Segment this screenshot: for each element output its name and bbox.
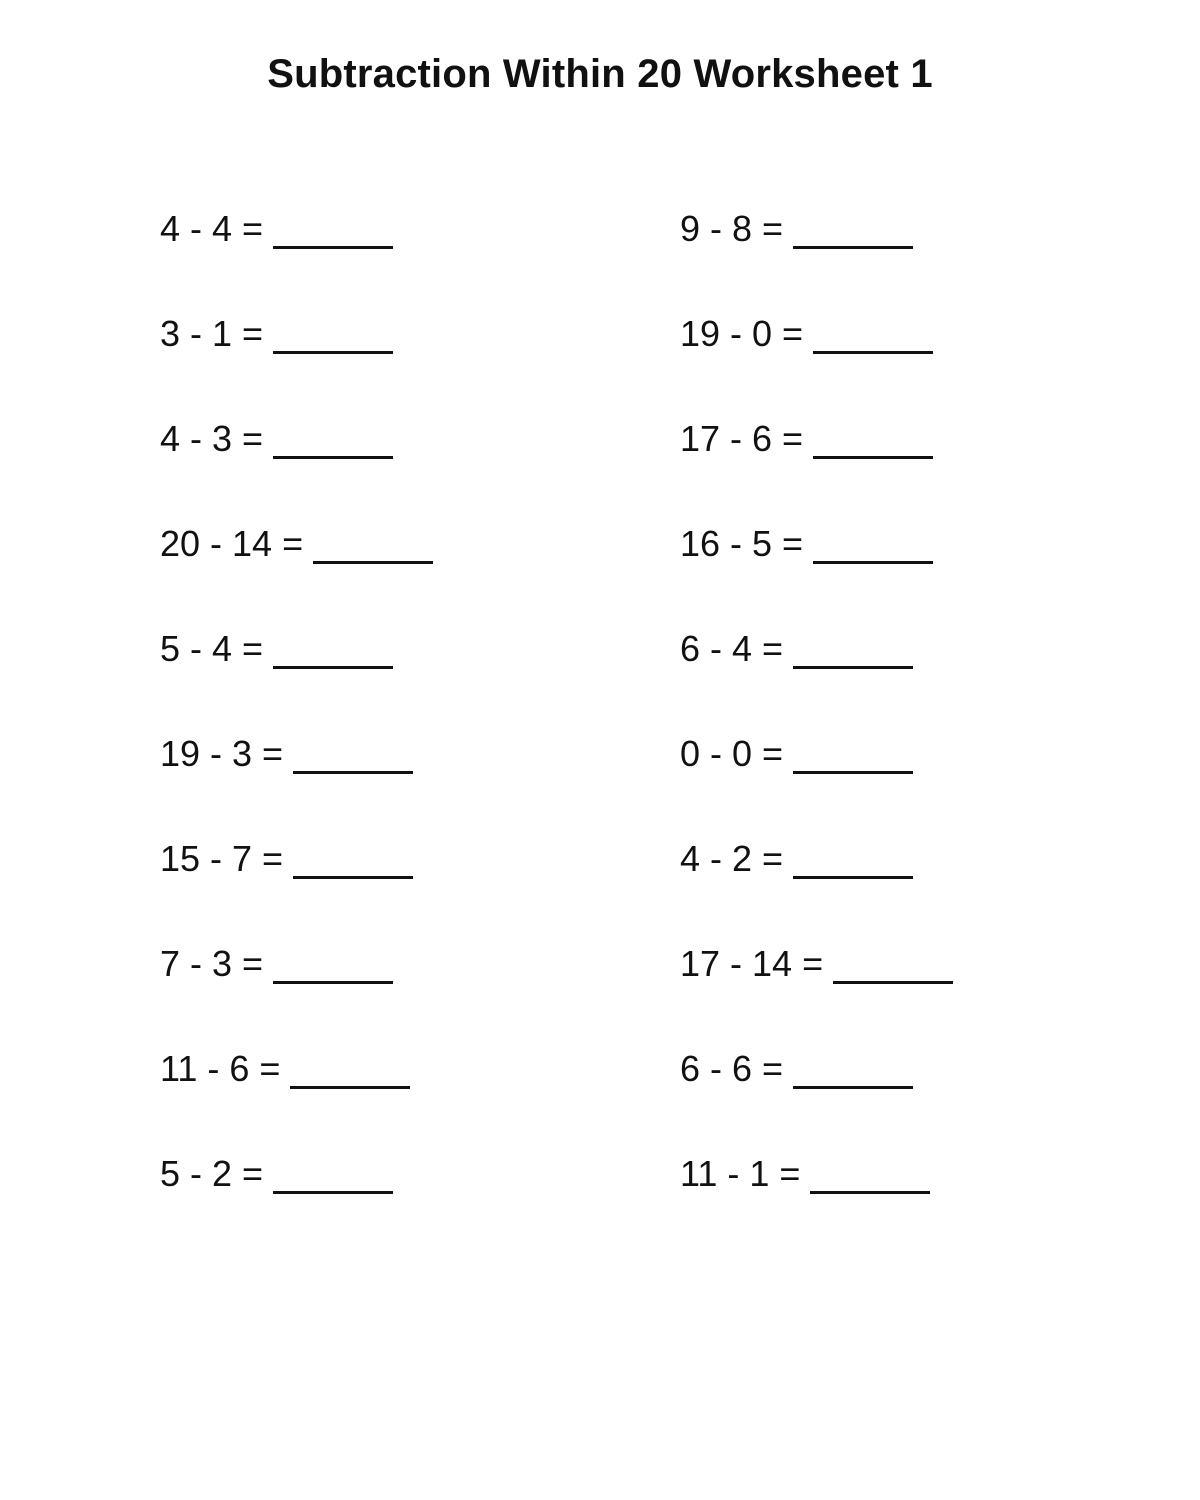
problem-item xyxy=(160,206,393,251)
problem-row xyxy=(0,725,1200,830)
problem-row xyxy=(0,935,1200,1040)
problem-item xyxy=(680,311,933,356)
problem-item xyxy=(680,416,933,461)
answer-blank[interactable] xyxy=(273,1151,393,1194)
problem-item xyxy=(160,836,413,881)
problem-row xyxy=(0,830,1200,935)
problem-expression: 11 - 6 = xyxy=(160,1048,281,1089)
answer-blank[interactable] xyxy=(273,311,393,354)
problem-expression: 7 - 3 = xyxy=(160,943,264,984)
problem-item xyxy=(680,521,933,566)
problem-expression: 11 - 1 = xyxy=(680,1153,801,1194)
problem-expression: 4 - 2 = xyxy=(680,838,784,879)
answer-blank[interactable] xyxy=(793,836,913,879)
problem-expression: 6 - 4 = xyxy=(680,628,784,669)
problem-item xyxy=(160,416,393,461)
problem-expression: 17 - 6 = xyxy=(680,418,804,459)
answer-blank[interactable] xyxy=(273,206,393,249)
problem-row xyxy=(0,620,1200,725)
problem-expression: 5 - 2 = xyxy=(160,1153,264,1194)
answer-blank[interactable] xyxy=(273,941,393,984)
problem-expression: 16 - 5 = xyxy=(680,523,804,564)
problem-item xyxy=(160,731,413,776)
problem-expression: 6 - 6 = xyxy=(680,1048,784,1089)
problem-grid xyxy=(0,200,1200,1250)
answer-blank[interactable] xyxy=(833,941,953,984)
answer-blank[interactable] xyxy=(813,311,933,354)
problem-expression: 15 - 7 = xyxy=(160,838,284,879)
problem-item xyxy=(160,1151,393,1196)
problem-expression: 17 - 14 = xyxy=(680,943,824,984)
problem-expression: 19 - 3 = xyxy=(160,733,284,774)
problem-expression: 5 - 4 = xyxy=(160,628,264,669)
problem-item xyxy=(680,731,913,776)
answer-blank[interactable] xyxy=(793,1046,913,1089)
problem-item xyxy=(160,521,433,566)
answer-blank[interactable] xyxy=(273,626,393,669)
problem-item xyxy=(160,626,393,671)
problem-row xyxy=(0,305,1200,410)
answer-blank[interactable] xyxy=(793,626,913,669)
answer-blank[interactable] xyxy=(810,1151,930,1194)
problem-row xyxy=(0,1040,1200,1145)
problem-item xyxy=(680,1151,930,1196)
answer-blank[interactable] xyxy=(293,836,413,879)
page-title: Subtraction Within 20 Worksheet 1 xyxy=(267,52,933,96)
problem-expression: 3 - 1 = xyxy=(160,313,264,354)
problem-item xyxy=(680,941,953,986)
problem-row xyxy=(0,1145,1200,1250)
answer-blank[interactable] xyxy=(290,1046,410,1089)
answer-blank[interactable] xyxy=(813,416,933,459)
problem-item xyxy=(680,626,913,671)
problem-item xyxy=(160,941,393,986)
problem-expression: 20 - 14 = xyxy=(160,523,304,564)
answer-blank[interactable] xyxy=(293,731,413,774)
answer-blank[interactable] xyxy=(273,416,393,459)
problem-expression: 9 - 8 = xyxy=(680,208,784,249)
answer-blank[interactable] xyxy=(313,521,433,564)
problem-expression: 19 - 0 = xyxy=(680,313,804,354)
problem-item xyxy=(680,1046,913,1091)
answer-blank[interactable] xyxy=(793,206,913,249)
problem-item xyxy=(160,311,393,356)
problem-item xyxy=(680,206,913,251)
problem-row xyxy=(0,410,1200,515)
problem-item xyxy=(680,836,913,881)
problem-item xyxy=(160,1046,410,1091)
answer-blank[interactable] xyxy=(793,731,913,774)
answer-blank[interactable] xyxy=(813,521,933,564)
problem-expression: 4 - 3 = xyxy=(160,418,264,459)
problem-row xyxy=(0,200,1200,305)
problem-expression: 4 - 4 = xyxy=(160,208,264,249)
problem-row xyxy=(0,515,1200,620)
problem-expression: 0 - 0 = xyxy=(680,733,784,774)
